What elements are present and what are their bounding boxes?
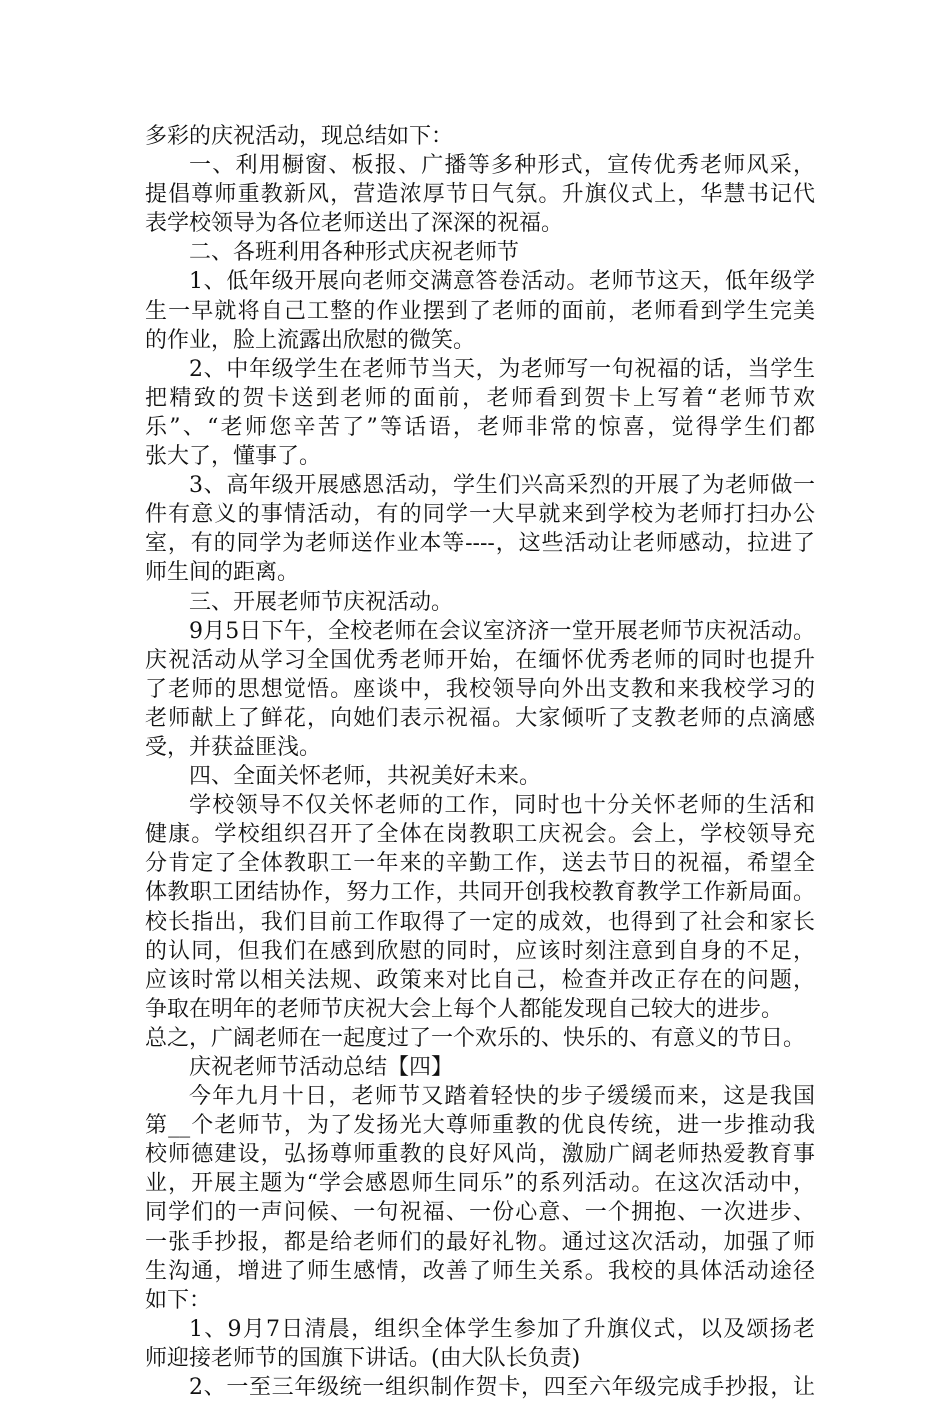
text-line: 3、高年级开展感恩活动，学生们兴高采烈的开展了为老师做一: [189, 473, 815, 499]
text-line: 师迎接老师节的国旗下讲话。(由大队长负责): [145, 1345, 581, 1371]
text-line: 分肯定了全体教职工一年来的辛勤工作，送去节日的祝福，希望全: [145, 851, 815, 877]
text-line: 2、一至三年级统一组织制作贺卡，四至六年级完成手抄报，让: [189, 1375, 815, 1401]
text-line: 师生间的距离。: [145, 560, 300, 586]
text-line: 争取在明年的老师节庆祝大会上每个人都能发现自己较大的进步。: [145, 996, 784, 1022]
text-line: 同学们的一声问候、一句祝福、一份心意、一个拥抱、一次进步、: [145, 1200, 815, 1226]
text-line: 如下：: [145, 1287, 212, 1313]
text-line: 室，有的同学为老师送作业本等----，这些活动让老师感动，拉进了: [145, 531, 815, 557]
text-line: 把精致的贺卡送到老师的面前，老师看到贺卡上写着“老师节欢: [145, 385, 815, 411]
text-line: 1、9月7日清晨，组织全体学生参加了升旗仪式，以及颂扬老: [189, 1316, 815, 1342]
text-line: 受，并获益匪浅。: [145, 734, 322, 760]
text-line: 业，开展主题为“学会感恩师生同乐”的系列活动。在这次活动中，: [145, 1171, 815, 1197]
text-line: 2、中年级学生在老师节当天，为老师写一句祝福的话，当学生: [189, 356, 815, 382]
text-line: 四、全面关怀老师，共祝美好未来。: [189, 764, 542, 790]
text-line: 庆祝老师节活动总结【四】: [189, 1055, 454, 1080]
text-line: 多彩的庆祝活动，现总结如下：: [145, 124, 454, 149]
text-line: 9月5日下午，全校老师在会议室济济一堂开展老师节庆祝活动。: [189, 618, 815, 644]
text-line: 庆祝活动从学习全国优秀老师开始，在缅怀优秀老师的同时也提升: [145, 647, 815, 673]
text-line: 老师献上了鲜花，向她们表示祝福。大家倾听了支教老师的点滴感: [145, 705, 815, 731]
text-line: 健康。学校组织召开了全体在岗教职工庆祝会。会上，学校领导充: [145, 822, 815, 848]
text-line: 三、开展老师节庆祝活动。: [189, 589, 454, 615]
text-line: 今年九月十日，老师节又踏着轻快的步子缓缓而来，这是我国: [189, 1084, 815, 1110]
text-line: 二、各班利用各种形式庆祝老师节: [189, 240, 520, 266]
text-line: 了老师的思想觉悟。座谈中，我校领导向外出支教和来我校学习的: [145, 676, 815, 702]
text-line: 校师德建设，弘扬尊师重教的良好风尚，激励广阔老师热爱教育事: [145, 1142, 815, 1168]
text-line: 体教职工团结协作，努力工作，共同开创我校教育教学工作新局面。: [145, 880, 815, 906]
text-line: 乐”、“老师您辛苦了”等话语，老师非常的惊喜，觉得学生们都: [145, 414, 815, 440]
text-line: 1、低年级开展向老师交满意答卷活动。老师节这天，低年级学: [189, 269, 815, 295]
text-line: 第__个老师节，为了发扬光大尊师重教的优良传统，进一步推动我: [145, 1113, 815, 1139]
text-line: 表学校领导为各位老师送出了深深的祝福。: [145, 211, 564, 237]
text-line: 张大了，懂事了。: [145, 444, 322, 470]
text-line: 的作业，脸上流露出欣慰的微笑。: [145, 327, 476, 353]
document-body: [145, 122, 815, 1402]
text-line: 生一早就将自己工整的作业摆到了老师的面前，老师看到学生完美: [145, 298, 815, 324]
text-line: 一、利用橱窗、板报、广播等多种形式，宣传优秀老师风采，: [189, 153, 815, 179]
text-line: 应该时常以相关法规、政策来对比自己，检查并改正存在的问题，: [145, 967, 815, 993]
text-line: 提倡尊师重教新风，营造浓厚节日气氛。升旗仪式上，华慧书记代: [145, 182, 815, 208]
text-line: 总之，广阔老师在一起度过了一个欢乐的、快乐的、有意义的节日。: [145, 1025, 806, 1051]
text-line: 生沟通，增进了师生感情，改善了师生关系。我校的具体活动途径: [145, 1258, 815, 1284]
text-line: 学校领导不仅关怀老师的工作，同时也十分关怀老师的生活和: [189, 793, 815, 819]
text-line: 的认同，但我们在感到欣慰的同时，应该时刻注意到自身的不足，: [145, 938, 815, 964]
text-line: 校长指出，我们目前工作取得了一定的成效，也得到了社会和家长: [145, 909, 815, 935]
text-line: 一张手抄报，都是给老师们的最好礼物。通过这次活动，加强了师: [145, 1229, 815, 1255]
text-line: 件有意义的事情活动，有的同学一大早就来到学校为老师打扫办公: [145, 502, 815, 528]
